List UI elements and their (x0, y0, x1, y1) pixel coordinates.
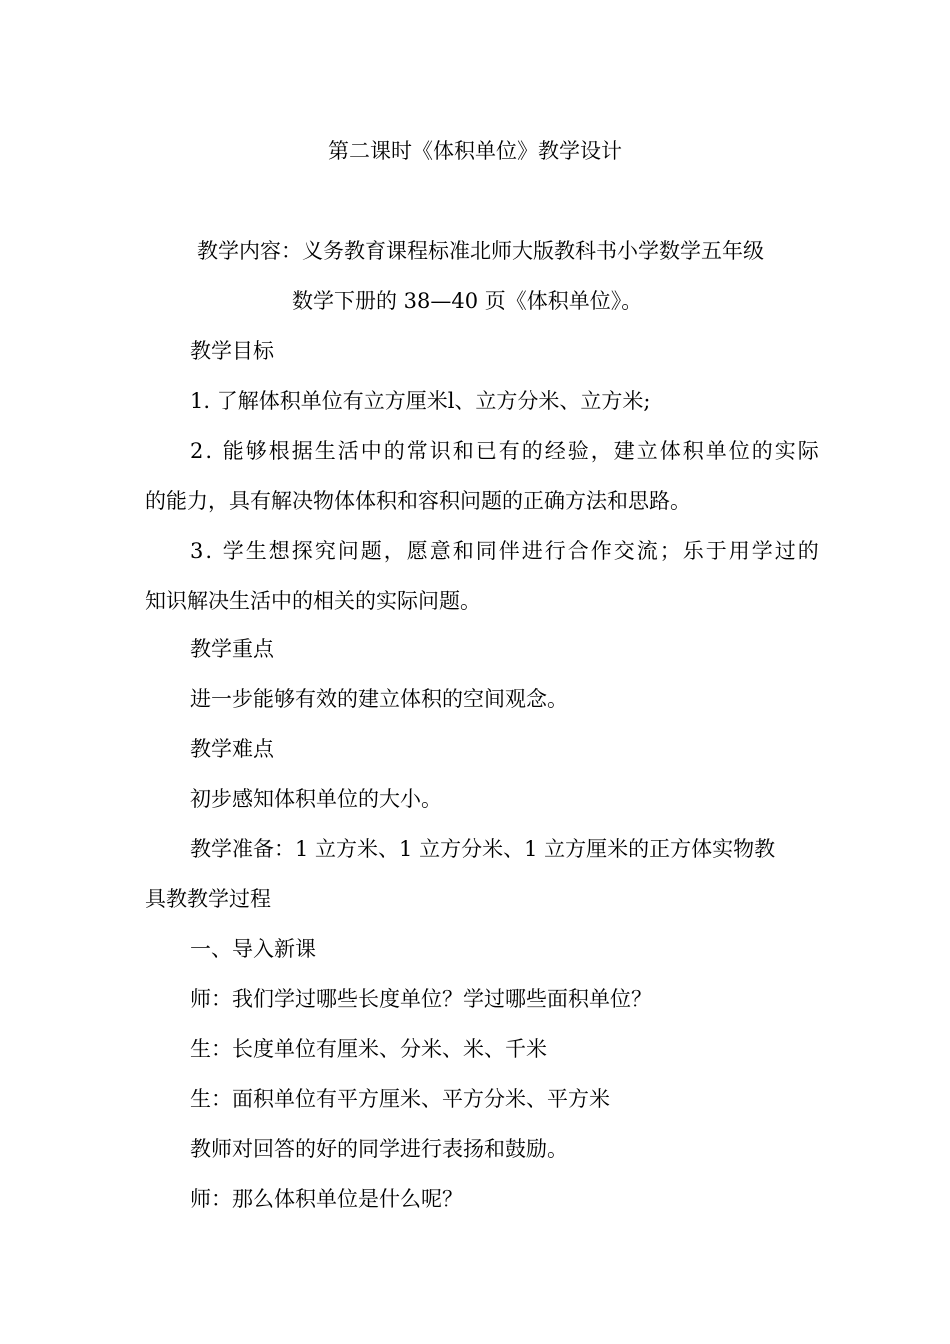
prep-line-2: 具教教学过程 (145, 887, 271, 911)
dialog-line-1: 师：我们学过哪些长度单位？学过哪些面积单位？ (190, 987, 652, 1011)
goal-2-line-1: 2. 能够根据生活中的常识和已有的经验，建立体积单位的实际 (190, 439, 821, 463)
goal-1: 1. 了解体积单位有立方厘米l、立方分米、立方米; (190, 389, 651, 413)
content-line-2: 数学下册的 38—40 页《体积单位》。 (292, 289, 643, 313)
dialog-line-5: 师：那么体积单位是什么呢？ (190, 1187, 463, 1211)
dialog-line-2: 生：长度单位有厘米、分米、米、千米 (190, 1037, 547, 1061)
goal-3-line-1: 3. 学生想探究问题，愿意和同伴进行合作交流；乐于用学过的 (190, 539, 821, 563)
key-text: 进一步能够有效的建立体积的空间观念。 (190, 687, 568, 711)
dialog-line-3: 生：面积单位有平方厘米、平方分米、平方米 (190, 1087, 610, 1111)
difficulty-text: 初步感知体积单位的大小。 (190, 787, 442, 811)
goals-heading: 教学目标 (190, 339, 274, 363)
prep-line-1: 教学准备：1 立方米、1 立方分米、1 立方厘米的正方体实物教 (190, 837, 776, 861)
dialog-line-4: 教师对回答的好的同学进行表扬和鼓励。 (190, 1137, 568, 1161)
document-title: 第二课时《体积单位》教学设计 (328, 139, 622, 163)
goal-3-line-2: 知识解决生活中的相关的实际问题。 (145, 589, 481, 613)
difficulty-heading: 教学难点 (190, 737, 274, 761)
content-line-1: 教学内容：义务教育课程标准北师大版教科书小学数学五年级 (197, 239, 764, 263)
goal-2-line-2: 的能力，具有解决物体体积和容积问题的正确方法和思路。 (145, 489, 691, 513)
key-heading: 教学重点 (190, 637, 274, 661)
section-1-heading: 一、导入新课 (190, 937, 316, 961)
